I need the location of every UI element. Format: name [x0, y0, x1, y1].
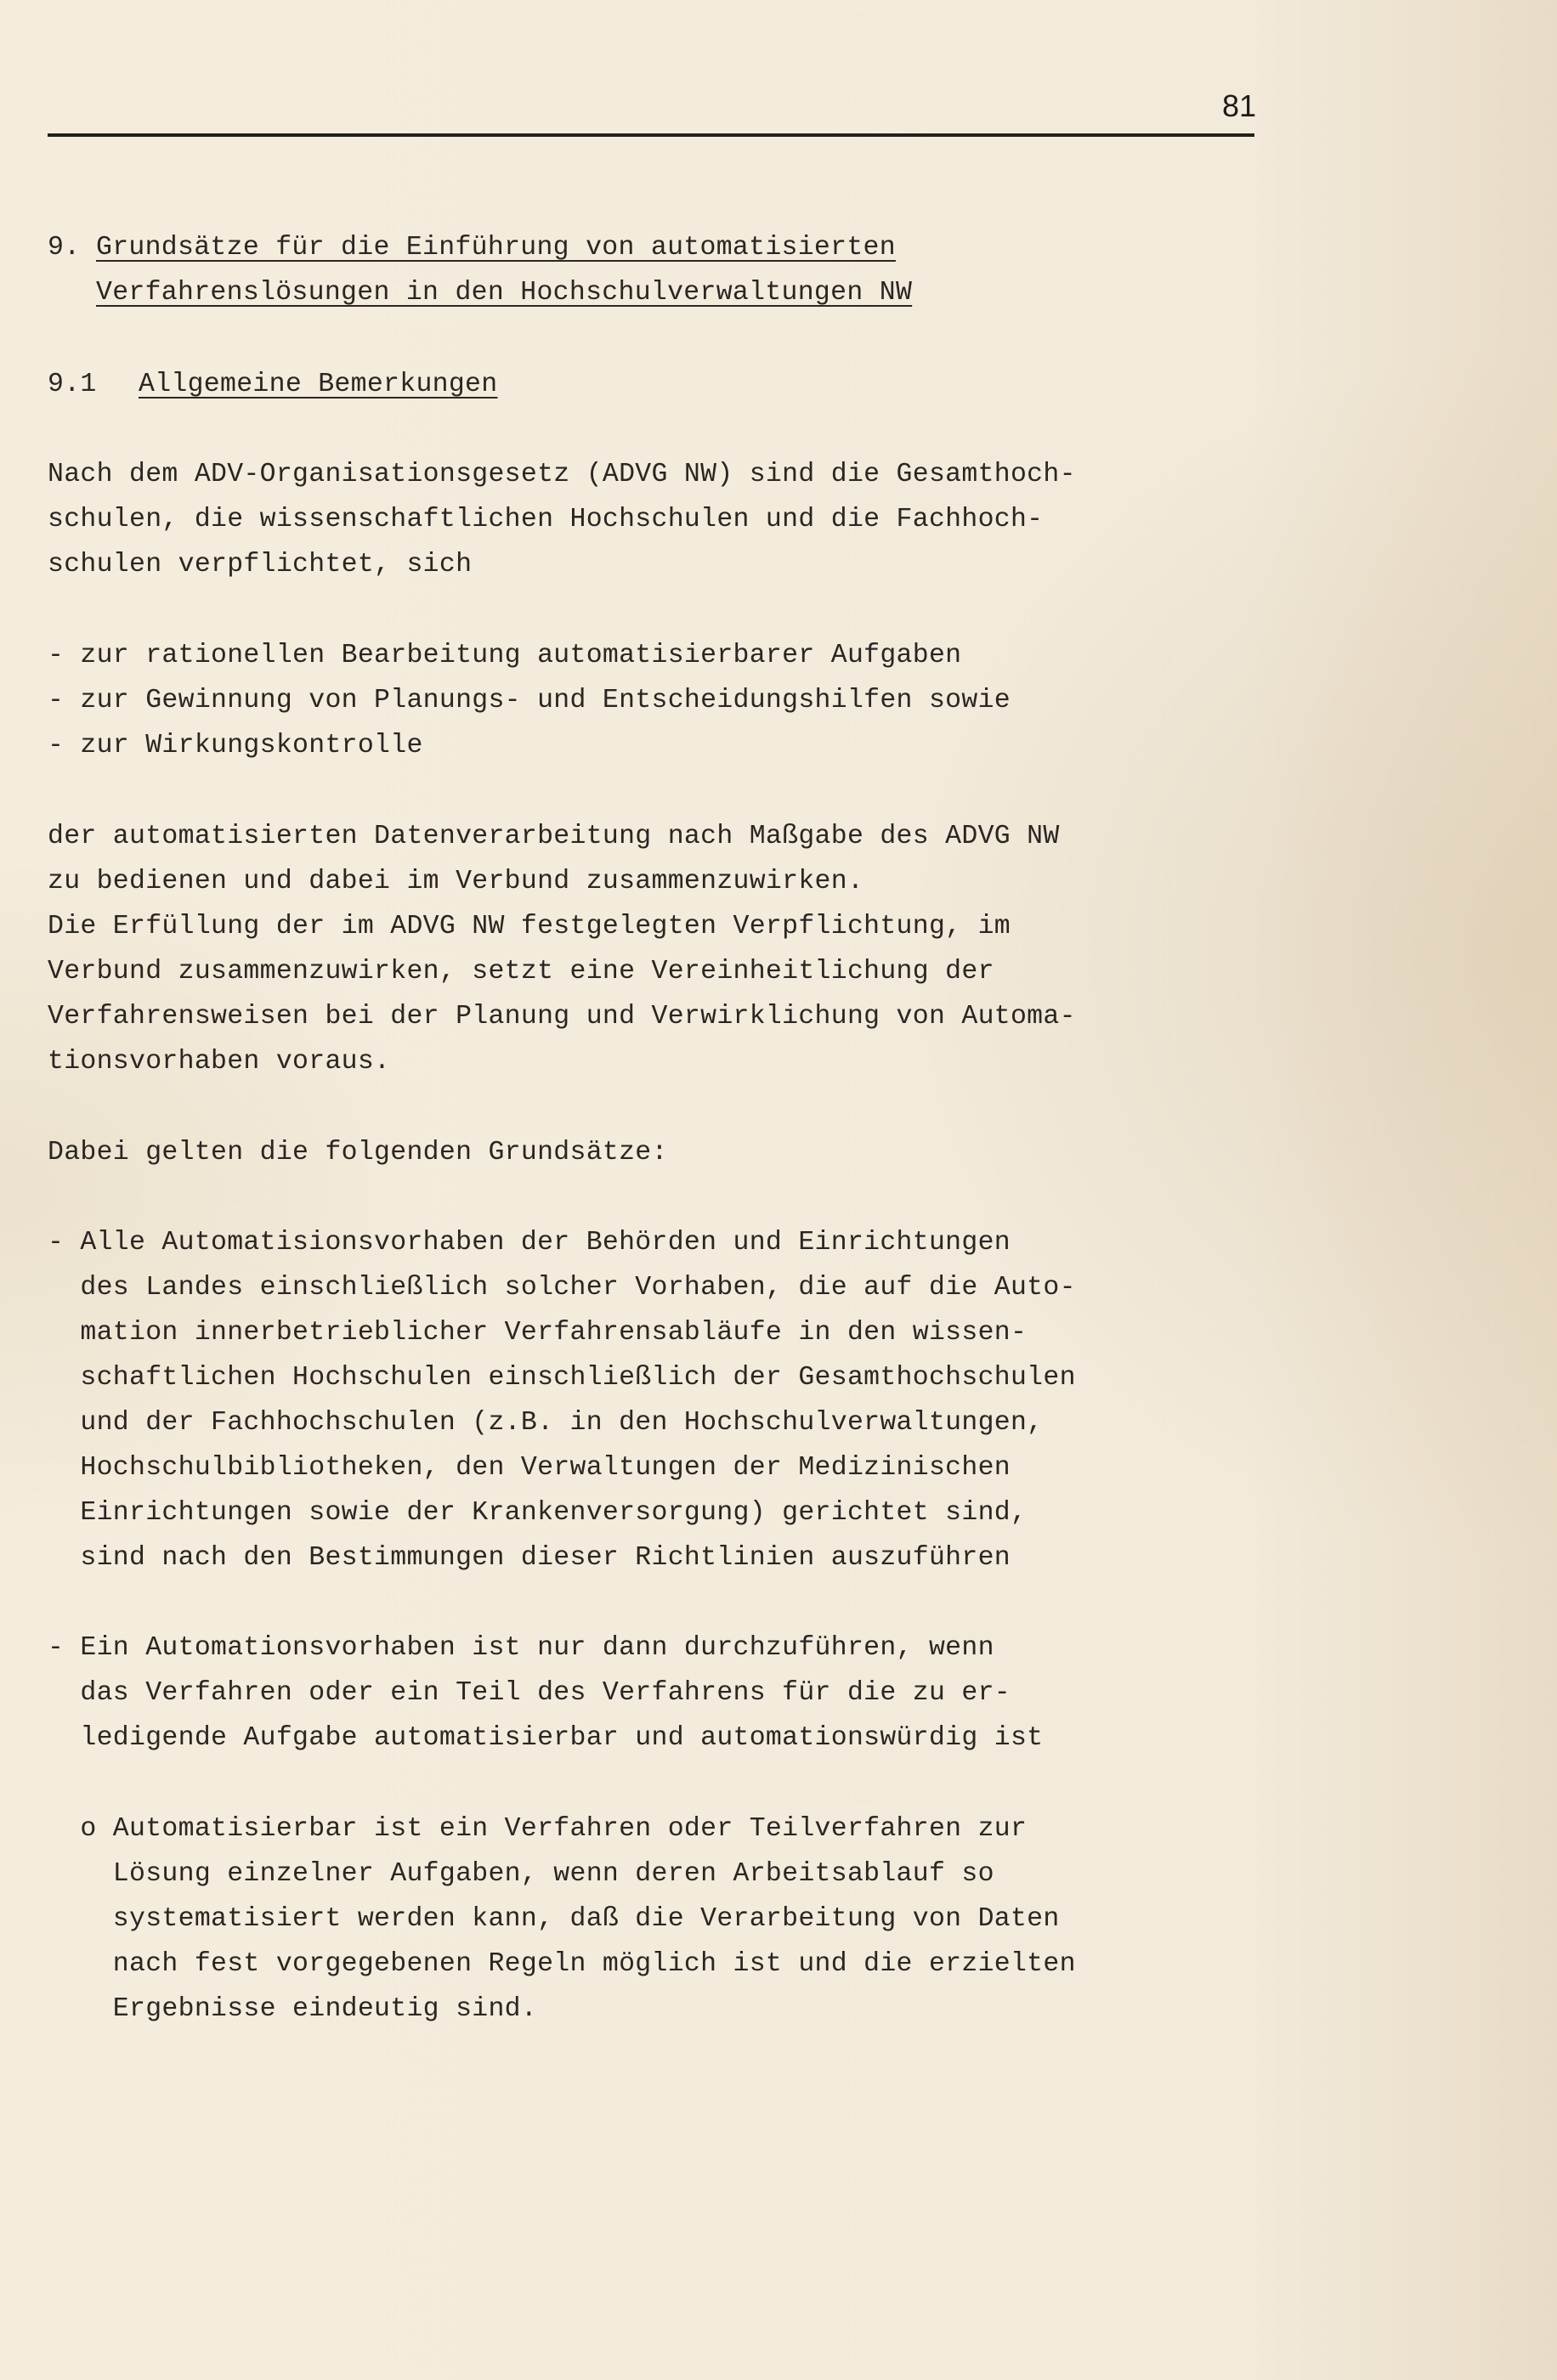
paragraph-line: tionsvorhaben voraus. — [48, 1047, 391, 1077]
principle-line: Hochschulbibliotheken, den Verwaltungen der Medizinischen — [48, 1453, 1011, 1483]
paragraph-line: zu bedienen und dabei im Verbund zusammenzuwirken. — [48, 867, 864, 896]
principle-line: mation innerbetrieblicher Verfahrensabläufe in den wissen- — [48, 1318, 1028, 1348]
paragraph-line: Verfahrensweisen bei der Planung und Verwirklichung von Automa- — [48, 1002, 1076, 1032]
intro-line: schulen, die wissenschaftlichen Hochschulen und die Fachhoch- — [48, 505, 1044, 534]
list-item: - zur Gewinnung von Planungs- und Entscheidungshilfen sowie — [48, 686, 1011, 715]
intro-line: Nach dem ADV-Organisationsgesetz (ADVG NW) sind die Gesamthoch- — [48, 460, 1076, 489]
page-number: 81 — [1222, 88, 1257, 123]
subpoint-line: nach fest vorgegebenen Regeln möglich ist und die erzielten — [48, 1949, 1076, 1979]
paragraph-line: Dabei gelten die folgenden Grundsätze: — [48, 1138, 668, 1167]
subheading-title: Allgemeine Bemerkungen — [139, 370, 498, 399]
heading-number: 9. — [48, 233, 81, 263]
principle-line: des Landes einschließlich solcher Vorhaben, die auf die Auto- — [48, 1273, 1076, 1303]
list-item: - zur Wirkungskontrolle — [48, 731, 423, 760]
principle-line: - Ein Automationsvorhaben ist nur dann durchzuführen, wenn — [48, 1633, 994, 1663]
principle-line: - Alle Automatisionsvorhaben der Behörden und Einrichtungen — [48, 1228, 1011, 1258]
subpoint-line: Lösung einzelner Aufgaben, wenn deren Arbeitsablauf so — [48, 1859, 994, 1889]
subheading-number: 9.1 — [48, 370, 97, 399]
principle-line: ledigende Aufgabe automatisierbar und automationswürdig ist — [48, 1723, 1044, 1753]
heading-line-1: Grundsätze für die Einführung von automatisierten — [96, 233, 896, 263]
principle-line: schaftlichen Hochschulen einschließlich der Gesamthochschulen — [48, 1363, 1076, 1393]
paragraph-line: Die Erfüllung der im ADVG NW festgelegten Verpflichtung, im — [48, 912, 1011, 941]
principle-line: das Verfahren oder ein Teil des Verfahrens für die zu er- — [48, 1678, 1011, 1708]
principle-line: und der Fachhochschulen (z.B. in den Hochschulverwaltungen, — [48, 1408, 1044, 1438]
list-item: - zur rationellen Bearbeitung automatisierbarer Aufgaben — [48, 641, 962, 670]
subpoint-line: Ergebnisse eindeutig sind. — [48, 1994, 538, 2024]
header-rule — [48, 133, 1254, 137]
principle-line: Einrichtungen sowie der Krankenversorgung) gerichtet sind, — [48, 1498, 1028, 1528]
heading-line-2: Verfahrenslösungen in den Hochschulverwaltungen NW — [96, 278, 913, 308]
intro-line: schulen verpflichtet, sich — [48, 550, 473, 579]
subpoint-line: systematisiert werden kann, daß die Verarbeitung von Daten — [48, 1904, 1060, 1934]
principle-line: sind nach den Bestimmungen dieser Richtlinien auszuführen — [48, 1543, 1011, 1573]
subpoint-line: o Automatisierbar ist ein Verfahren oder Teilverfahren zur — [48, 1814, 1028, 1844]
paragraph-line: der automatisierten Datenverarbeitung nach Maßgabe des ADVG NW — [48, 822, 1060, 851]
paragraph-line: Verbund zusammenzuwirken, setzt eine Vereinheitlichung der — [48, 957, 994, 986]
